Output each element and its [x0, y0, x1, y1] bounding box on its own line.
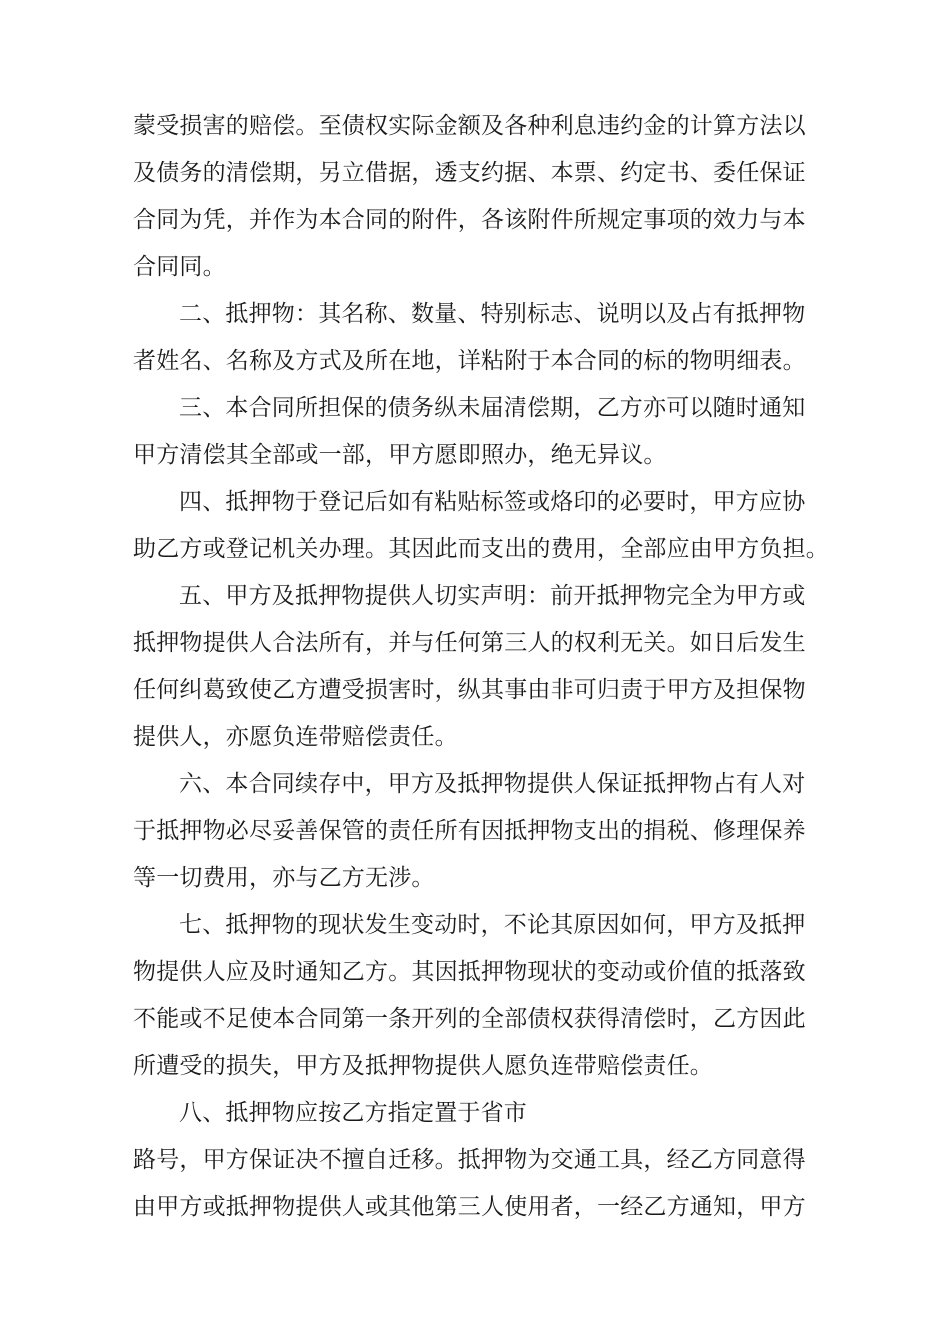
text-line: 所遭受的损失，甲方及抵押物提供人愿负连带赔偿责任。	[133, 1053, 713, 1079]
clause-6-start: 六、本合同续存中，甲方及抵押物提供人保证抵押物占有人对	[179, 771, 806, 797]
text-line: 抵押物提供人合法所有，并与任何第三人的权利无关。如日后发生	[133, 630, 806, 656]
text-line: 合同同。	[133, 254, 226, 280]
text-line: 助乙方或登记机关办理。其因此而支出的费用，全部应由甲方负担。	[133, 536, 829, 562]
clause-3-start: 三、本合同所担保的债务纵未届清偿期，乙方亦可以随时通知	[179, 395, 806, 421]
clause-8-start: 八、抵押物应按乙方指定置于省市	[179, 1100, 527, 1126]
text-line: 甲方清偿其全部或一部，甲方愿即照办，绝无异议。	[133, 442, 667, 468]
clause-2-start: 二、抵押物：其名称、数量、特别标志、说明以及占有抵押物	[179, 301, 806, 327]
text-line: 提供人，亦愿负连带赔偿责任。	[133, 724, 458, 750]
text-line: 及债务的清偿期，另立借据，透支约据、本票、约定书、委任保证	[133, 160, 806, 186]
clause-4-start: 四、抵押物于登记后如有粘贴标签或烙印的必要时，甲方应协	[179, 489, 806, 515]
text-line: 路号，甲方保证决不擅自迁移。抵押物为交通工具，经乙方同意得	[133, 1147, 806, 1173]
text-line: 于抵押物必尽妥善保管的责任所有因抵押物支出的捐税、修理保养	[133, 818, 806, 844]
text-line: 由甲方或抵押物提供人或其他第三人使用者，一经乙方通知，甲方	[133, 1194, 806, 1220]
clause-5-start: 五、甲方及抵押物提供人切实声明：前开抵押物完全为甲方或	[179, 583, 806, 609]
text-line: 合同为凭，并作为本合同的附件，各该附件所规定事项的效力与本	[133, 207, 806, 233]
text-line: 蒙受损害的赔偿。至债权实际金额及各种利息违约金的计算方法以	[133, 113, 806, 139]
text-line: 者姓名、名称及方式及所在地，详粘附于本合同的标的物明细表。	[133, 348, 806, 374]
text-line: 任何纠葛致使乙方遭受损害时，纵其事由非可归责于甲方及担保物	[133, 677, 806, 703]
text-line: 等一切费用，亦与乙方无涉。	[133, 865, 435, 891]
text-line: 不能或不足使本合同第一条开列的全部债权获得清偿时，乙方因此	[133, 1006, 806, 1032]
clause-7-start: 七、抵押物的现状发生变动时，不论其原因如何，甲方及抵押	[179, 912, 806, 938]
contract-body-text	[133, 103, 833, 1231]
text-line: 物提供人应及时通知乙方。其因抵押物现状的变动或价值的抵落致	[133, 959, 806, 985]
